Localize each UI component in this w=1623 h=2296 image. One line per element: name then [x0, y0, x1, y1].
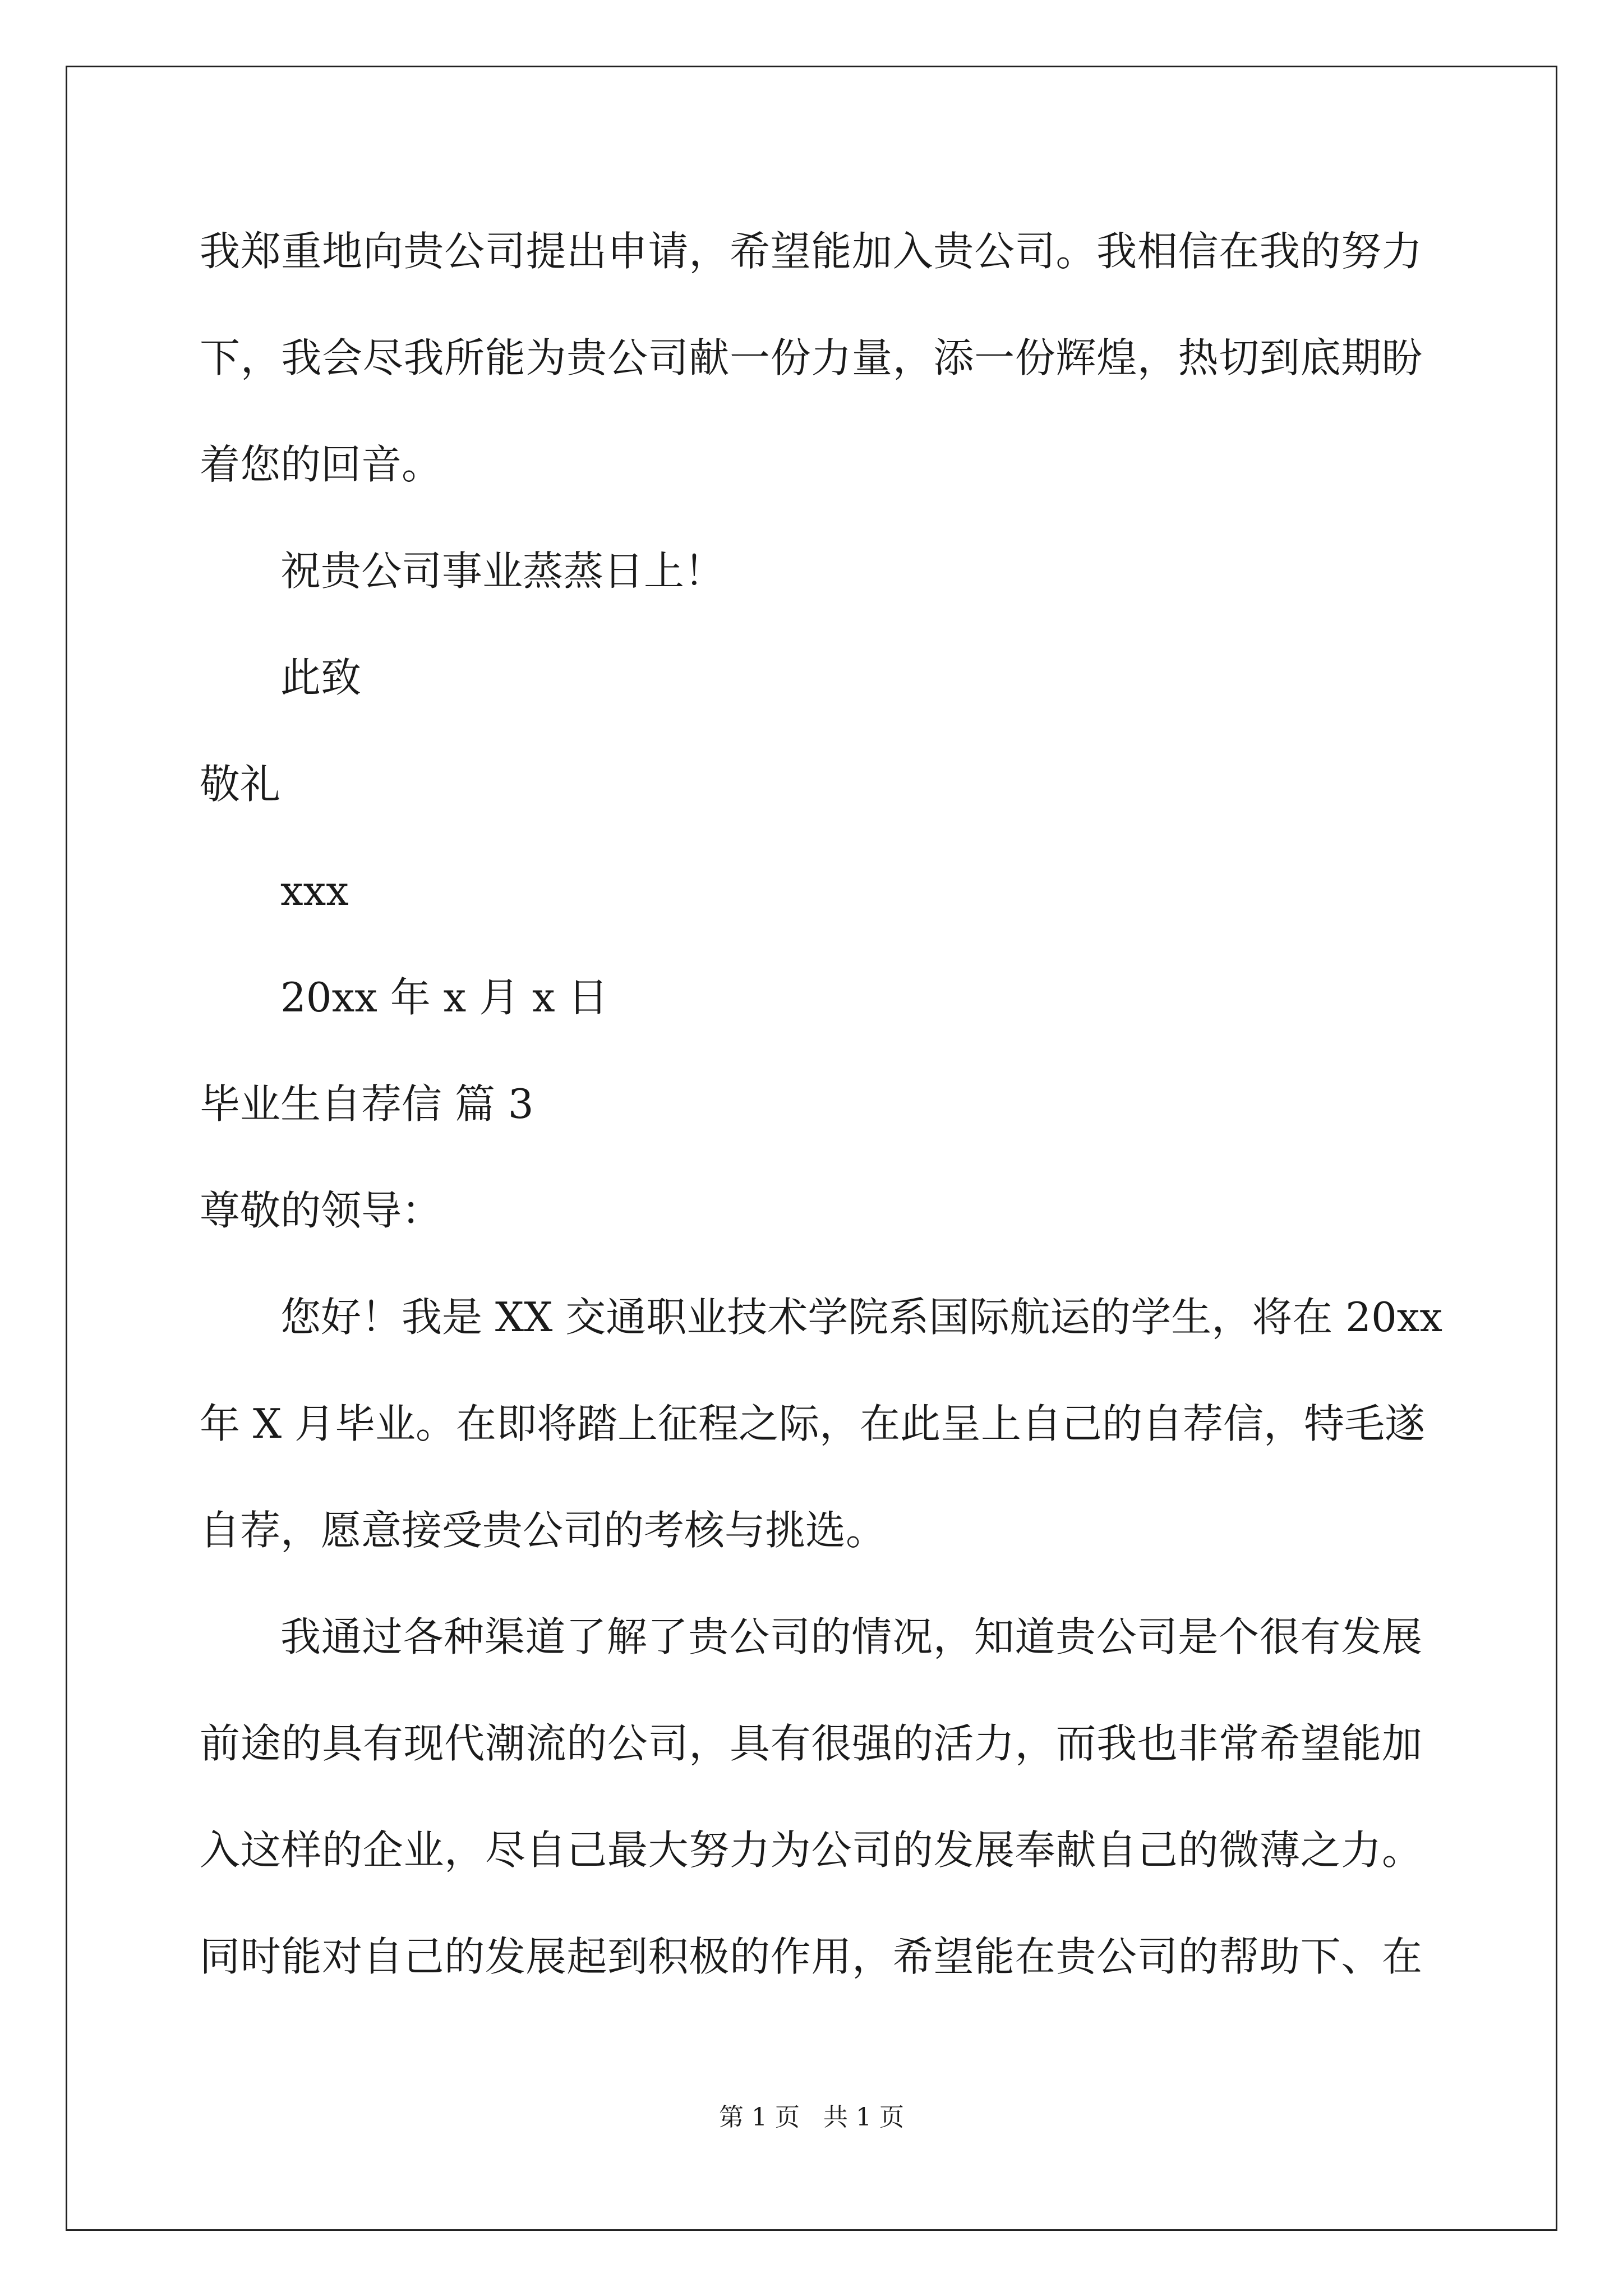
section-title: 毕业生自荐信 篇 3	[200, 1080, 534, 1128]
paragraph-line: 我郑重地向贵公司提出申请，希望能加入贵公司。我相信在我的努力	[200, 228, 1422, 275]
paragraph-line: 同时能对自己的发展起到积极的作用，希望能在贵公司的帮助下、在	[200, 1933, 1422, 1980]
signature-name: xxx	[280, 867, 349, 914]
paragraph-line: 您好！我是 XX 交通职业技术学院系国际航运的学生，将在 20xx	[280, 1294, 1443, 1341]
salutation-regards: 敬礼	[200, 761, 281, 808]
paragraph-line: 下，我会尽我所能为贵公司献一份力量，添一份辉煌，热切到底期盼	[200, 334, 1422, 381]
closing-wish: 祝贵公司事业蒸蒸日上！	[280, 547, 725, 595]
page-footer: 第 1 页 共 1 页	[719, 2103, 904, 2132]
letter-greeting: 尊敬的领导：	[200, 1187, 442, 1234]
signature-date: 20xx 年 x 月 x 日	[280, 974, 608, 1021]
paragraph-line: 年 X 月毕业。在即将踏上征程之际，在此呈上自己的自荐信，特毛遂	[200, 1400, 1426, 1447]
salutation-close: 此致	[280, 654, 362, 701]
page-border	[66, 66, 1557, 2231]
paragraph-line: 前途的具有现代潮流的公司，具有很强的活力，而我也非常希望能加	[200, 1720, 1422, 1767]
paragraph-line: 自荐，愿意接受贵公司的考核与挑选。	[200, 1507, 887, 1554]
paragraph-line: 我通过各种渠道了解了贵公司的情况，知道贵公司是个很有发展	[280, 1613, 1422, 1660]
paragraph-line: 着您的回音。	[200, 441, 442, 488]
paragraph-line: 入这样的企业，尽自己最大努力为公司的发展奉献自己的微薄之力。	[200, 1826, 1422, 1874]
